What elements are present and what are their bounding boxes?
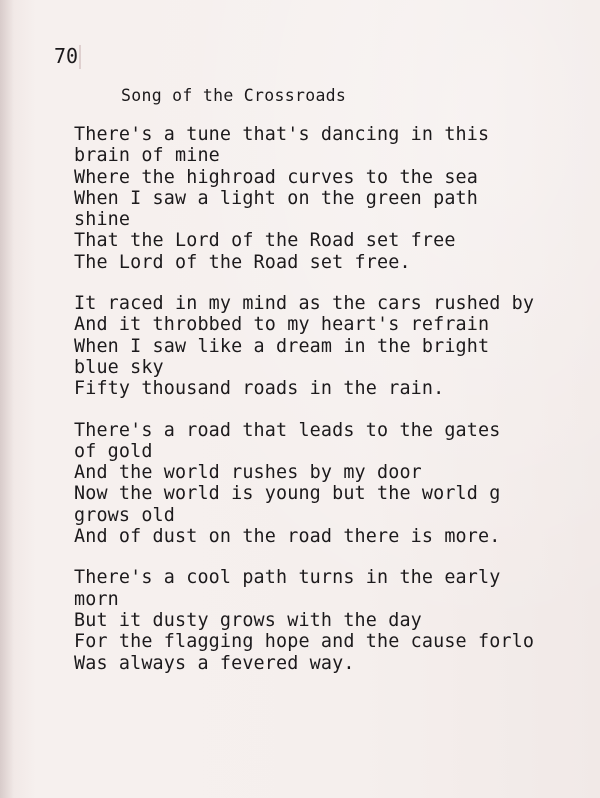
paper-mark xyxy=(79,45,81,69)
poem-line: It raced in my mind as the cars rushed by xyxy=(74,293,535,315)
poem-line: There's a cool path turns in the early xyxy=(74,567,501,589)
stanza-1 xyxy=(74,124,600,273)
poem-line: Now the world is young but the world g xyxy=(74,483,501,505)
binding-shadow xyxy=(0,0,14,798)
poem-line: of gold xyxy=(74,440,153,462)
stanza-3 xyxy=(74,420,600,548)
poem-line: For the flagging hope and the cause forlo xyxy=(74,631,535,653)
poem-line: morn xyxy=(74,588,119,610)
poem-line: Where the highroad curves to the sea xyxy=(74,166,478,188)
poem-line: blue sky xyxy=(74,356,164,378)
page-number: 70 xyxy=(54,44,79,68)
poem-line: There's a tune that's dancing in this xyxy=(74,124,490,145)
stanza-4 xyxy=(74,567,600,673)
poem-line: Was always a fevered way. xyxy=(74,652,355,674)
poem-line: But it dusty grows with the day xyxy=(74,609,422,631)
poem-line: That the Lord of the Road set free xyxy=(74,230,456,252)
poem-line: The Lord of the Road set free. xyxy=(74,251,411,273)
poem-line: brain of mine xyxy=(74,145,220,167)
poem-line: There's a road that leads to the gates xyxy=(74,419,501,441)
poem-line: Fifty thousand roads in the rain. xyxy=(74,378,445,400)
poem-line: shine xyxy=(74,209,131,231)
poem-title: Song of the Crossroads xyxy=(121,86,347,105)
poem-line: When I saw a light on the green path xyxy=(74,187,478,209)
poem-body xyxy=(74,124,600,694)
poem-line: And it throbbed to my heart's refrain xyxy=(74,314,490,336)
poem-line: grows old xyxy=(74,504,175,526)
poem-line: And the world rushes by my door xyxy=(74,462,422,484)
stanza-2 xyxy=(74,293,600,399)
poem-line: When I saw like a dream in the bright xyxy=(74,335,490,357)
poem-line: And of dust on the road there is more. xyxy=(74,526,501,548)
